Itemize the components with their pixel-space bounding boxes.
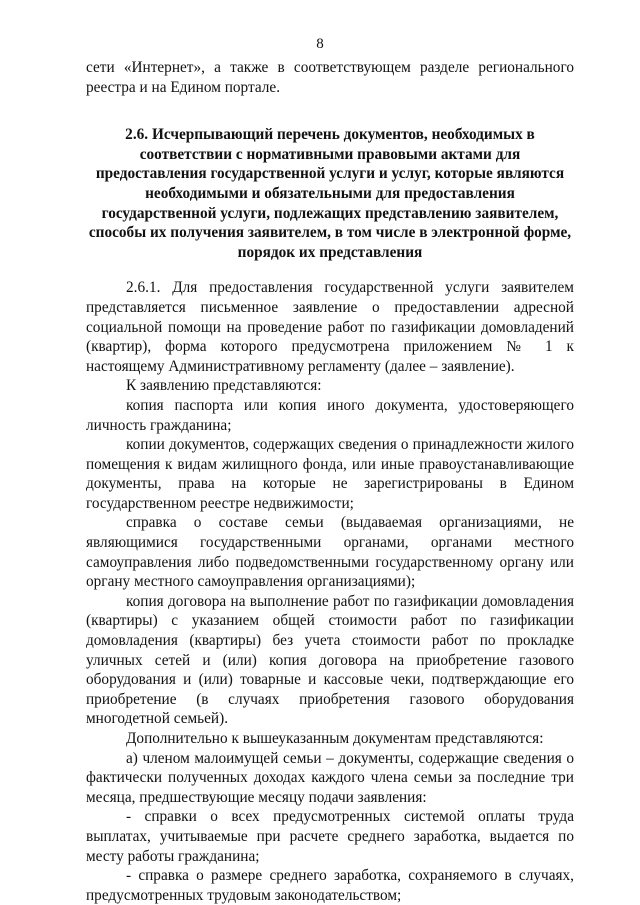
paragraph-passport-copy: копия паспорта или копия иного документа, удостоверяющего личность гражданина; [86, 396, 574, 434]
paragraph-family-certificate: справка о составе семьи (выдаваемая организациями, не являющимися государственными органами, органами местного самоуправления либо подведомственными государственному органу или органу местного самоуправления организациями); [86, 514, 574, 591]
page-number: 8 [316, 36, 324, 52]
document-body [86, 58, 574, 905]
paragraph-additional-documents: Дополнительно к вышеуказанным документам представляются: [126, 730, 544, 747]
paragraph-attachments-intro: К заявлению представляются: [126, 377, 322, 395]
paragraph-average-earnings: - справка о размере среднего заработка, сохраняемого в случаях, предусмотренных трудовым законодательством; [86, 867, 574, 904]
intro-paragraph: сети «Интернет», а также в соответствующем разделе регионального реестра и на Едином портале. [86, 59, 574, 96]
paragraph-gasification-contract: копия договора на выполнение работ по газификации домовладения (квартиры) с указанием общей стоимости работ по газификации домовладения (квартиры) без учета стоимости работ по прокладке уличных сетей и (или) копия договора на приобретение газового оборудования и (или) товарные и кассовые чеки, подтверждающие его приобретение (в случаях приобретения газового оборудования многодетной семьей). [86, 592, 574, 728]
paragraph-salary-payments: - справки о всех предусмотренных системой оплаты труда выплатах, учитываемые при расчете среднего заработка, выдается по месту работы гражданина; [86, 808, 574, 865]
paragraph-housing-documents: копии документов, содержащих сведения о принадлежности жилого помещения к видам жилищного фонда, или иные правоустанавливающие документы, права на которые не зарегистрированы в Едином государственном реестре недвижимости; [86, 436, 574, 512]
section-heading: 2.6. Исчерпывающий перечень документов, необходимых в соответствии с нормативными правовыми актами для предоставления государственной услуги и услуг, которые являются необходимыми и обязательными для предоставления государственной услуги, подлежащих представлению заявителем, способы их получения заявителем, в том числе в электронной форме, порядок их представления [88, 126, 572, 261]
paragraph-low-income-family: а) членом малоимущей семьи – документы, содержащие сведения о фактически полученных доходах каждого члена семьи за последние три месяца, предшествующие месяцу подачи заявления: [86, 749, 574, 806]
paragraph-2-6-1: 2.6.1. Для предоставления государственной услуги заявителем представляется письменное заявление о предоставлении адресной социальной помощи на проведение работ по газификации домовладений (квартир), форма которого предусмотрена приложением № 1 к настоящему Административному регламенту (далее – заявление). [86, 279, 574, 375]
